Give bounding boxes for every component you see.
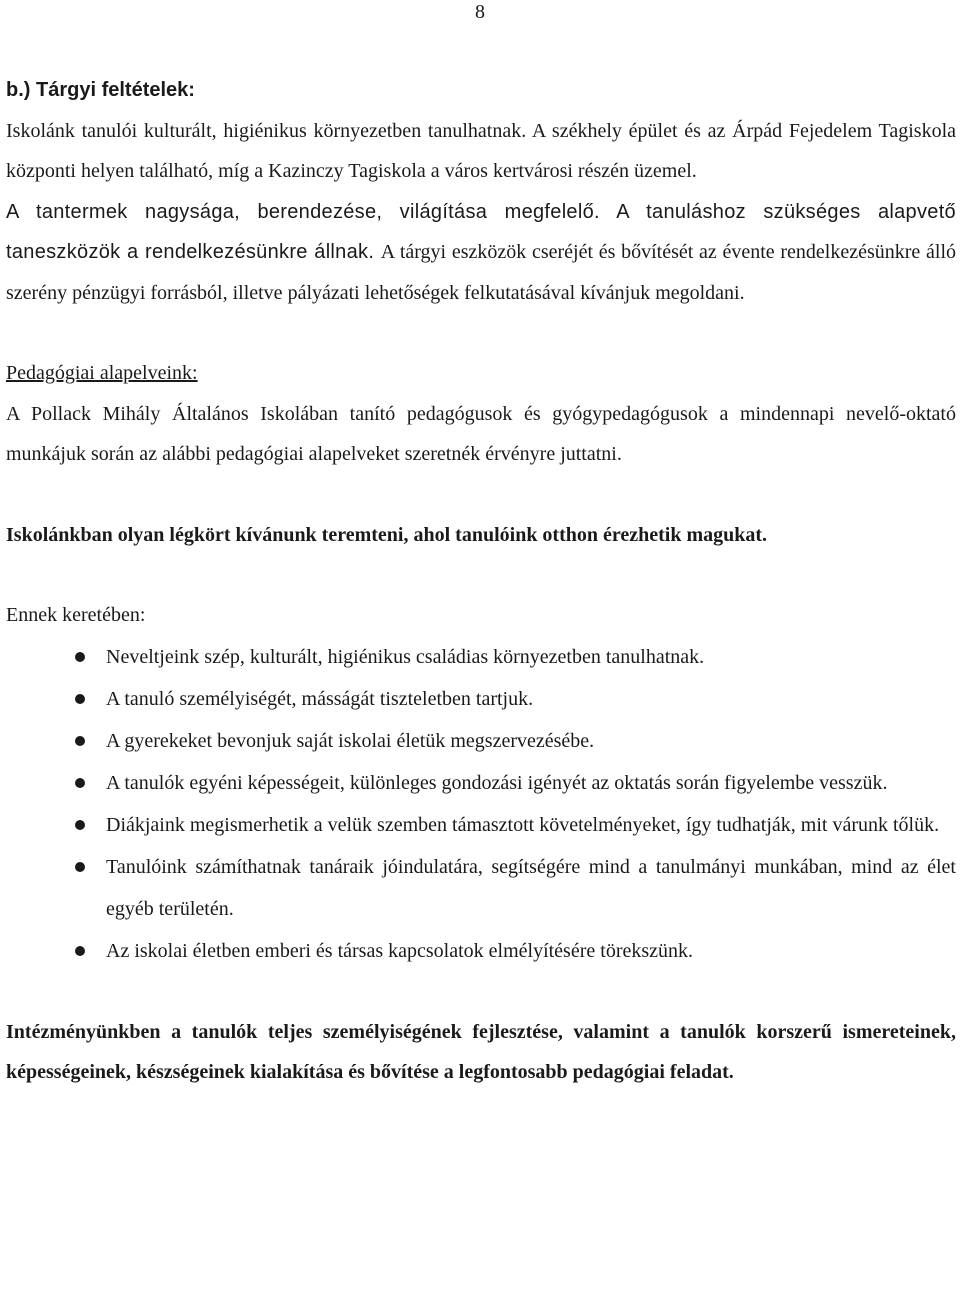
- list-item: [6, 678, 956, 720]
- bullet-icon: [75, 946, 85, 956]
- list-item: [6, 762, 956, 804]
- classrooms-sentence: A tantermek nagysága, berendezése, világítása megfelelő. A tanuláshoz szükséges alapvető taneszközök a rendelkezésünkre állnak.: [6, 200, 956, 263]
- paragraph-facilities: Iskolánk tanulói kulturált, higiénikus környezetben tanulhatnak. A székhely épület és az Árpád Fejedelem Tagiskola központi helyen található, míg a Kazinczy Tagiskola a város kertvárosi részén üzemel.: [6, 119, 956, 182]
- list-item: [6, 636, 956, 678]
- list-item: [6, 720, 956, 762]
- bullet-icon: [75, 862, 85, 872]
- bullet-icon: [75, 736, 85, 746]
- list-item-text: Neveltjeink szép, kulturált, higiénikus családias környezetben tanulhatnak.: [106, 645, 705, 668]
- section-heading-tangible-conditions: b.) Tárgyi feltételek:: [6, 79, 195, 101]
- list-item-text: A gyerekeket bevonjuk saját iskolai életük megszervezésébe.: [106, 729, 595, 752]
- section-heading-pedagogical-principles: Pedagógiai alapelveink:: [6, 362, 198, 384]
- spacer: [6, 972, 956, 1012]
- bold-statement: Iskolánkban olyan légkört kívánunk teremteni, ahol tanulóink otthon érezhetik magukat.: [6, 523, 768, 546]
- list-item: [6, 930, 956, 972]
- spacer: [6, 313, 956, 353]
- spacer: [6, 475, 956, 515]
- page-number: 8: [475, 1, 485, 23]
- closing-bold-paragraph: Intézményünkben a tanulók teljes személyiségének fejlesztése, valamint a tanulók korszerű ismereteinek, képességeinek, készségeinek kialakítása és bővítése a legfontosabb pedagógiai feladat.: [6, 1020, 956, 1083]
- list-item: [6, 804, 956, 846]
- paragraph-classrooms: [6, 192, 956, 314]
- spacer: [6, 555, 956, 595]
- paragraph-pedagogy-intro: A Pollack Mihály Általános Iskolában tanító pedagógusok és gyógypedagógusok a mindennapi nevelő-oktató munkájuk során az alábbi pedagógiai alapelveket szeretnék érvényre juttatni.: [6, 402, 956, 465]
- list-item-text: Tanulóink számíthatnak tanáraik jóindulatára, segítségére mind a tanulmányi munkában, mind az élet egyéb területén.: [106, 855, 956, 920]
- list-item-text: A tanuló személyiségét, másságát tiszteletben tartjuk.: [106, 687, 534, 710]
- bullet-icon: [75, 820, 85, 830]
- list-item-text: Az iskolai életben emberi és társas kapcsolatok elmélyítésére törekszünk.: [106, 939, 694, 962]
- bullet-icon: [75, 652, 85, 662]
- list-item-text: Diákjaink megismerhetik a velük szemben támasztott követelményeket, így tudhatják, mit várunk tőlük.: [106, 813, 940, 836]
- list-item-text: A tanulók egyéni képességeit, különleges gondozási igényét az oktatás során figyelembe vesszük.: [106, 771, 888, 794]
- list-intro: Ennek keretében:: [6, 604, 146, 626]
- principles-list: [6, 636, 956, 972]
- equipment-sentence: A tárgyi eszközök cseréjét és bővítését az évente rendelkezésünkre álló szerény pénzügyi forrásból, illetve pályázati lehetőségek felkutatásával kívánjuk megoldani.: [6, 241, 956, 304]
- bullet-icon: [75, 778, 85, 788]
- bullet-icon: [75, 694, 85, 704]
- list-item: [6, 846, 956, 930]
- document-body: [6, 70, 956, 1093]
